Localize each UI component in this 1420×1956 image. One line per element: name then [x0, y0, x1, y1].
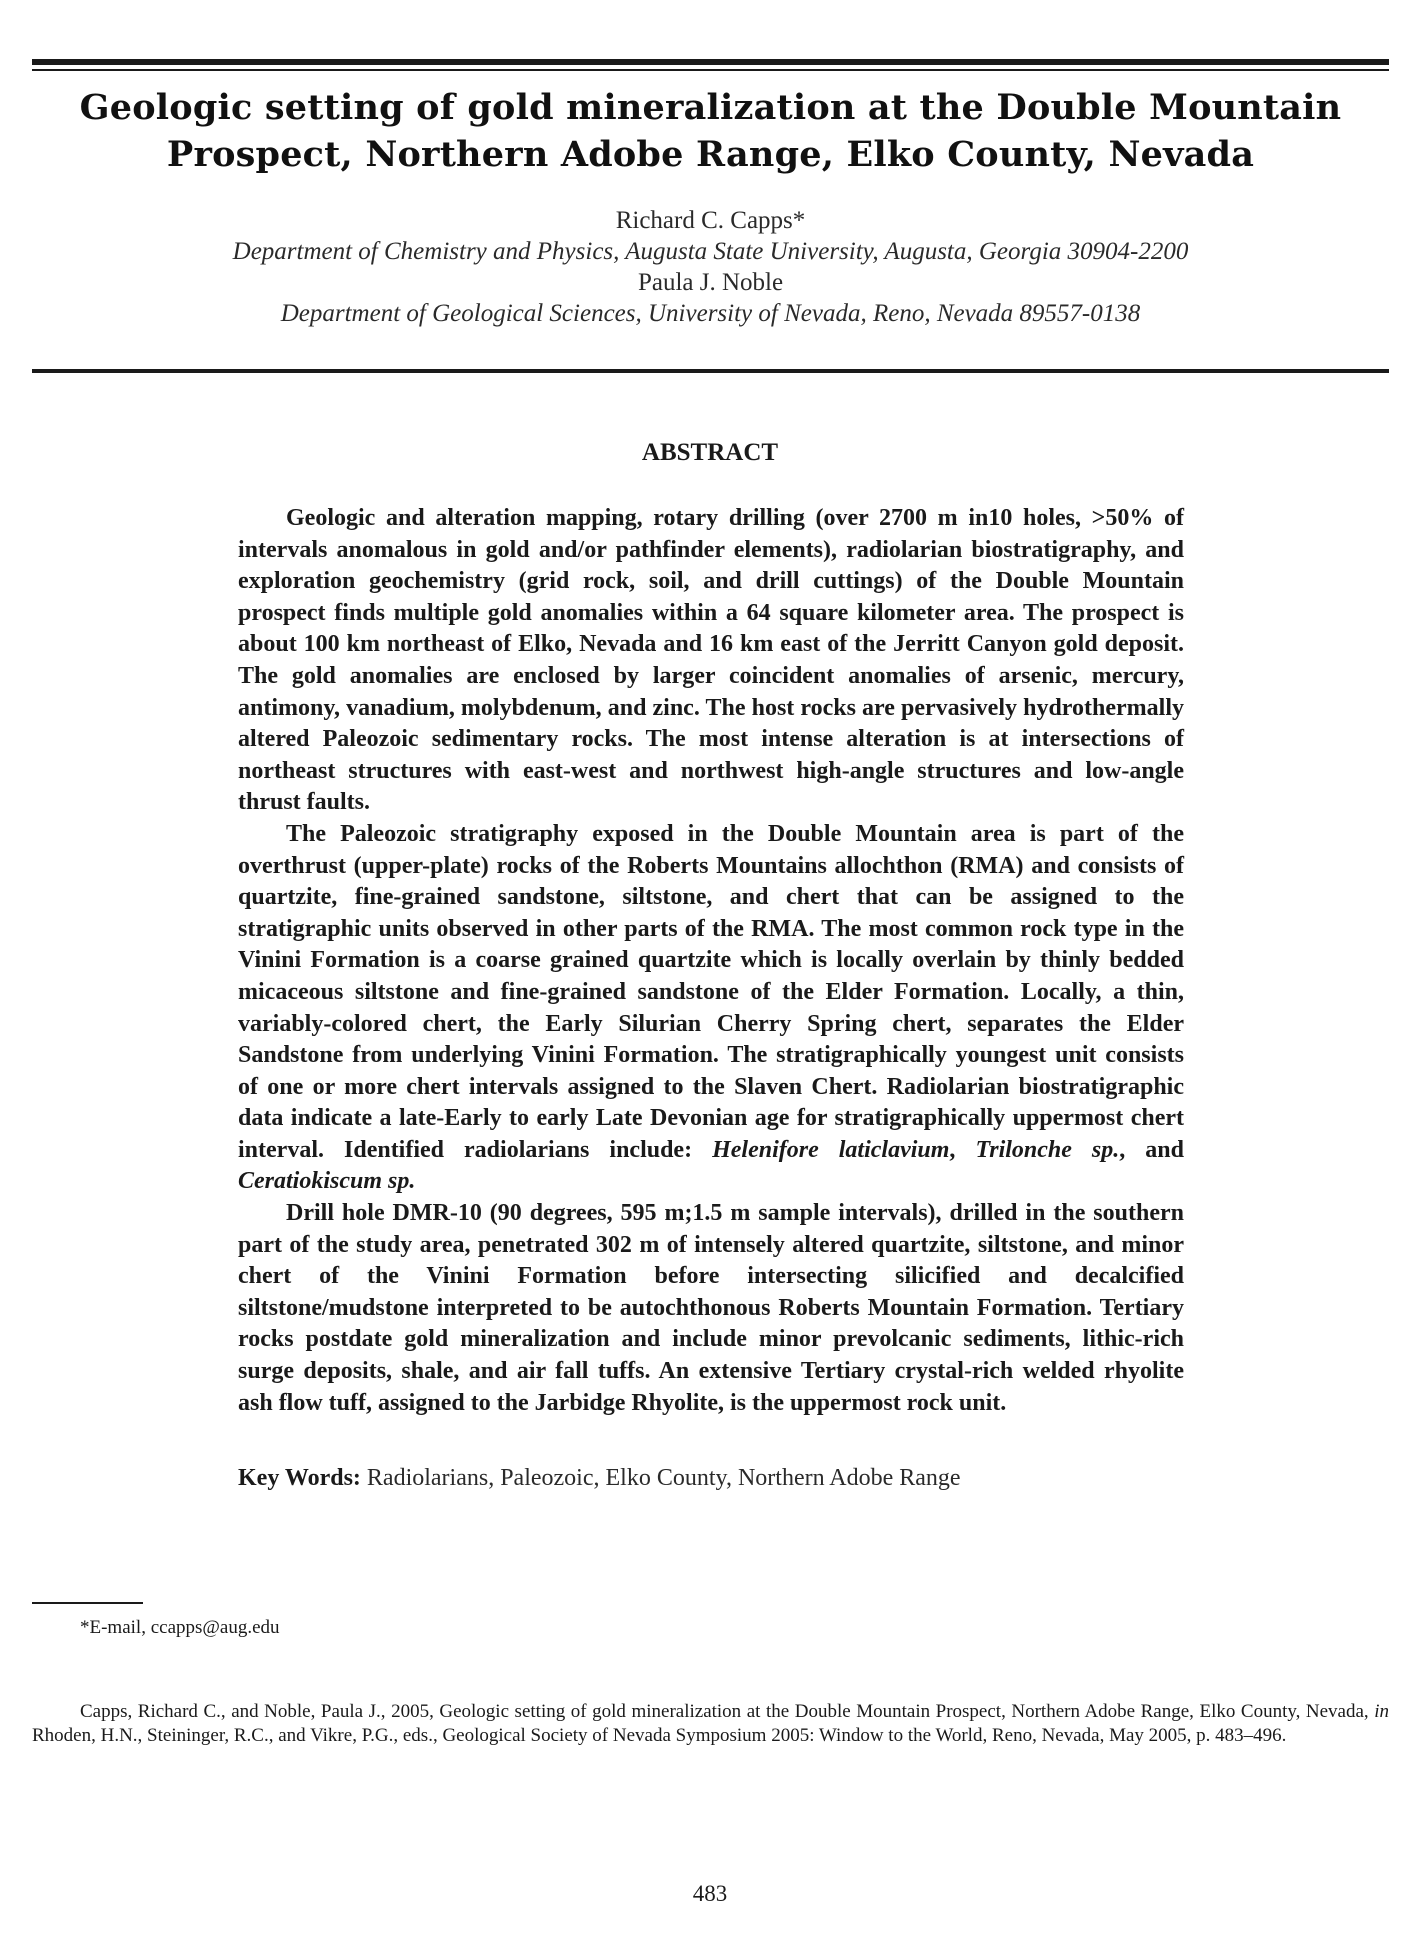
taxon-ceratiokiscum: Ceratiokiscum sp. — [238, 1168, 416, 1195]
citation-part-2: Rhoden, H.N., Steininger, R.C., and Vikre, P.G., eds., Geological Society of Nevada Symposium 2005: Window to the World, Reno, Nevada, May 2005, p. 483–496. — [32, 1725, 1287, 1746]
title-line-2: Prospect, Northern Adobe Range, Elko County, Nevada — [166, 134, 1255, 175]
abstract-body — [238, 503, 1184, 1419]
abstract-heading: ABSTRACT — [641, 439, 779, 466]
keywords-label: Key Words: — [238, 1465, 361, 1491]
footnote-email: *E-mail, ccapps@aug.edu — [80, 1617, 280, 1638]
taxon-separator-2: , and — [1119, 1136, 1184, 1163]
footnote-rule — [32, 1602, 143, 1604]
taxon-trilonche: Trilonche sp. — [975, 1136, 1120, 1163]
citation — [32, 1700, 1389, 1748]
keywords — [238, 1463, 1184, 1493]
paper-title — [32, 84, 1389, 178]
author-block — [32, 205, 1389, 329]
title-line-1: Geologic setting of gold mineralization at the Double Mountain — [79, 87, 1342, 128]
author-name-1: Richard C. Capps* — [615, 207, 806, 234]
author-name-2: Paula J. Noble — [637, 269, 784, 296]
citation-part-1: Capps, Richard C., and Noble, Paula J., 2005, Geologic setting of gold mineralization at the Double Mountain Prospect, Northern Adobe Range, Elko County, Nevada, — [80, 1701, 1375, 1722]
keywords-value: Radiolarians, Paleozoic, Elko County, Northern Adobe Range — [366, 1465, 961, 1491]
taxon-separator-1: , — [949, 1136, 976, 1163]
abstract-paragraph-2 — [238, 819, 1184, 1198]
page-number: 483 — [692, 1881, 728, 1906]
author-affiliation-1: Department of Chemistry and Physics, Augusta State University, Augusta, Georgia 30904-2200 — [232, 238, 1189, 265]
top-rule-thick — [32, 59, 1389, 65]
citation-in: in — [1374, 1701, 1389, 1722]
abstract-paragraph-2-text: The Paleozoic stratigraphy exposed in the Double Mountain area is part of the overthrust (upper-plate) rocks of the Roberts Mountains allochthon (RMA) and consists of quartzite, fine-grained sandstone, siltstone, and chert that can be assigned to the stratigraphic units observed in other parts of the RMA. The most common rock type in the Vinini Formation is a coarse grained quartzite which is locally overlain by thinly bedded micaceous siltstone and fine-grained sandstone of the Elder Formation. Locally, a thin, variably-colored chert, the Early Silurian Cherry Spring chert, separates the Elder Sandstone from underlying Vinini Formation. The stratigraphically youngest unit consists of one or more chert intervals assigned to the Slaven Chert. Radiolarian biostratigraphic data indicate a late-Early to early Late Devonian age for stratigraphically uppermost chert interval. Identified radiolarians include: — [238, 820, 1184, 1163]
abstract-paragraph-3: Drill hole DMR-10 (90 degrees, 595 m;1.5 m sample intervals), drilled in the southern part of the study area, penetrated 302 m of intensely altered quartzite, siltstone, and minor chert of the Vinini Formation before intersecting silicified and decalcified siltstone/mudstone interpreted to be autochthonous Roberts Mountain Formation. Tertiary rocks postdate gold mineralization and include minor prevolcanic sediments, lithic-rich surge deposits, shale, and air fall tuffs. An extensive Tertiary crystal-rich welded rhyolite ash flow tuff, assigned to the Jarbidge Rhyolite, is the uppermost rock unit. — [238, 1200, 1184, 1416]
abstract-paragraph-1: Geologic and alteration mapping, rotary drilling (over 2700 m in10 holes, >50% of intervals anomalous in gold and/or pathfinder elements), radiolarian biostratigraphy, and exploration geochemistry (grid rock, soil, and drill cuttings) of the Double Mountain prospect finds multiple gold anomalies within a 64 square kilometer area. The prospect is about 100 km northeast of Elko, Nevada and 16 km east of the Jerritt Canyon gold deposit. The gold anomalies are enclosed by larger coincident anomalies of arsenic, mercury, antimony, vanadium, molybdenum, and zinc. The host rocks are pervasively hydrothermally altered Paleozoic sedimentary rocks. The most intense alteration is at intersections of northeast structures with east-west and northwest high-angle structures and low-angle thrust faults. — [238, 505, 1184, 816]
header-divider — [32, 369, 1389, 373]
author-affiliation-2: Department of Geological Sciences, University of Nevada, Reno, Nevada 89557-0138 — [280, 300, 1141, 327]
top-rule-thin — [32, 69, 1389, 71]
taxon-helenifore: Helenifore laticlavium — [712, 1136, 950, 1163]
